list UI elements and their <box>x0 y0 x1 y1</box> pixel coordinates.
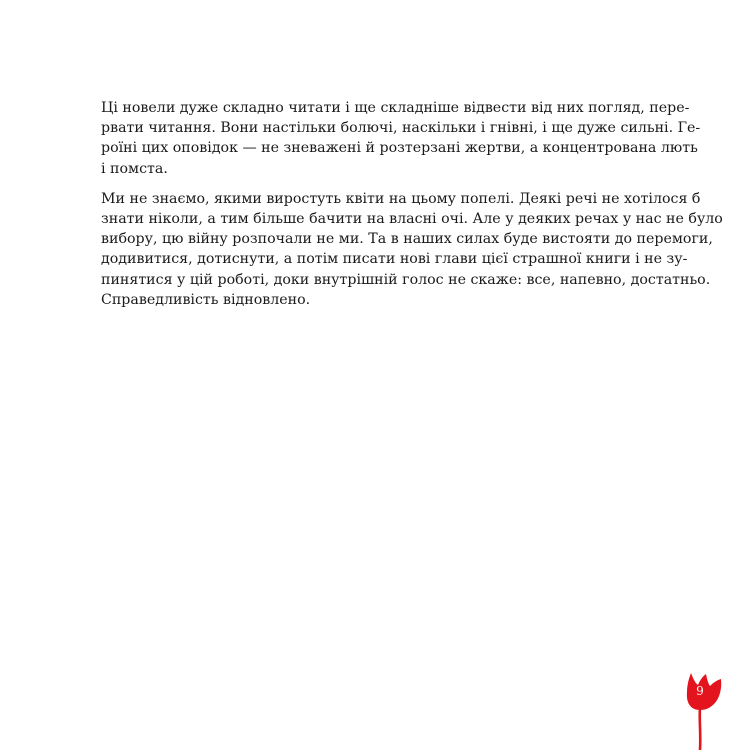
tulip-stem <box>700 708 701 750</box>
text-line: Ми не знаємо, якими виростуть квіти на цьому попелі. Деякі речі не хотілося б <box>101 190 701 207</box>
paragraph-1 <box>101 98 701 179</box>
text-line: рвати читання. Вони настільки болючі, наскільки і гнівні, і ще дуже сильні. Ге- <box>101 120 701 137</box>
text-line: роїні цих оповідок — не зневажені й розтерзані жертви, а концентрована лють <box>101 140 698 157</box>
text-line: пинятися у цій роботі, доки внутрішній голос не скаже: все, напевно, достатньо. <box>101 271 711 288</box>
text-line: Справедливість відновлено. <box>101 291 311 308</box>
text-line: Ці новели дуже складно читати і ще складніше відвести від них погляд, пере- <box>101 100 690 116</box>
red-tulip-icon <box>680 668 726 750</box>
text-line: вибору, цю війну розпочали не ми. Та в наших силах буде вистояти до перемоги, <box>101 231 713 248</box>
text-line: додивитися, дотиснути, а потім писати нові глави цієї страшної книги і не зу- <box>101 251 688 268</box>
page-number: 9 <box>696 684 704 698</box>
text-line: і помста. <box>101 160 168 177</box>
body-text <box>101 98 723 310</box>
paragraph-2 <box>101 189 723 310</box>
text-line: знати ніколи, а тим більше бачити на власні очі. Але у деяких речах у нас не було <box>101 211 723 228</box>
